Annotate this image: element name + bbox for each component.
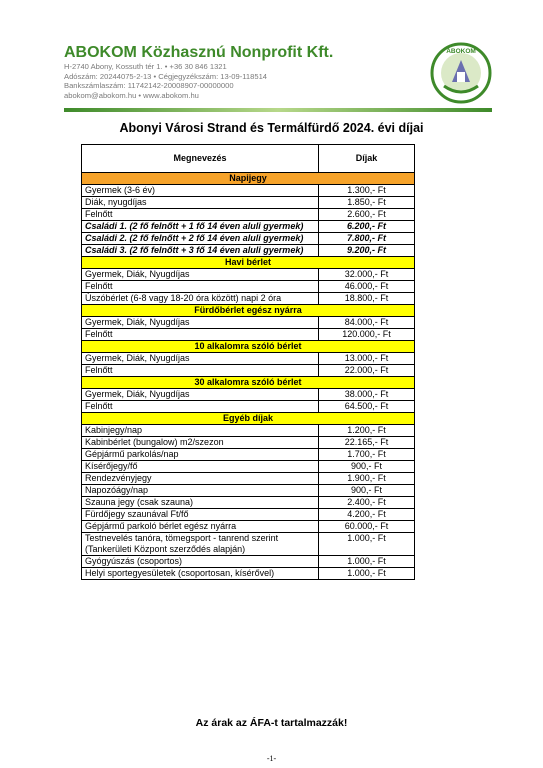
table-row bbox=[82, 497, 415, 509]
item-name: Felnőtt bbox=[82, 209, 319, 221]
item-name: Gyermek (3-6 év) bbox=[82, 185, 319, 197]
vat-note: Az árak az ÁFA-t tartalmazzák! bbox=[195, 717, 348, 729]
bank-account-line: Bankszámlaszám: 11742142-20008907-00000000 bbox=[64, 81, 234, 91]
company-name: ABOKOM Közhasznú Nonprofit Kft. bbox=[64, 44, 334, 61]
item-price: 1.000,- Ft bbox=[319, 533, 415, 556]
section-row bbox=[82, 257, 415, 269]
item-name: Gyermek, Diák, Nyugdíjas bbox=[82, 389, 319, 401]
item-price: 6.200,- Ft bbox=[319, 221, 415, 233]
contact-line: abokom@abokom.hu • www.abokom.hu bbox=[64, 90, 199, 100]
table-row bbox=[82, 556, 415, 568]
table-header-row bbox=[82, 145, 415, 173]
item-price: 46.000,- Ft bbox=[319, 281, 415, 293]
table-row bbox=[82, 197, 415, 209]
table-row bbox=[82, 521, 415, 533]
abokom-logo bbox=[430, 42, 492, 104]
section-label: Fürdőbérlet egész nyárra bbox=[82, 305, 415, 317]
section-row bbox=[82, 413, 415, 425]
item-price: 1.000,- Ft bbox=[319, 556, 415, 568]
item-name: Úszóbérlet (6-8 vagy 18-20 óra között) napi 2 óra bbox=[82, 293, 319, 305]
item-name: Gyermek, Diák, Nyugdíjas bbox=[82, 269, 319, 281]
section-label: Egyéb díjak bbox=[82, 413, 415, 425]
section-label: 10 alkalomra szóló bérlet bbox=[82, 341, 415, 353]
table-row bbox=[82, 293, 415, 305]
item-price: 1.000,- Ft bbox=[319, 568, 415, 580]
table-row bbox=[82, 245, 415, 257]
table-row bbox=[82, 485, 415, 497]
item-price: 900,- Ft bbox=[319, 485, 415, 497]
table-row bbox=[82, 425, 415, 437]
item-name: Rendezvényjegy bbox=[82, 473, 319, 485]
table-row bbox=[82, 209, 415, 221]
item-price: 1.200,- Ft bbox=[319, 425, 415, 437]
section-row bbox=[82, 341, 415, 353]
item-name: Gyermek, Diák, Nyugdíjas bbox=[82, 317, 319, 329]
table-row bbox=[82, 317, 415, 329]
item-price: 2.400,- Ft bbox=[319, 497, 415, 509]
item-price: 1.300,- Ft bbox=[319, 185, 415, 197]
item-price: 13.000,- Ft bbox=[319, 353, 415, 365]
table-row bbox=[82, 365, 415, 377]
table-row bbox=[82, 473, 415, 485]
item-price: 2.600,- Ft bbox=[319, 209, 415, 221]
item-price: 84.000,- Ft bbox=[319, 317, 415, 329]
table-row bbox=[82, 389, 415, 401]
section-row bbox=[82, 173, 415, 185]
section-row bbox=[82, 377, 415, 389]
item-price: 32.000,- Ft bbox=[319, 269, 415, 281]
page-title: Abonyi Városi Strand és Termálfürdő 2024. évi díjai bbox=[119, 121, 424, 135]
item-name: Családi 2. (2 fő felnőtt + 2 fő 14 éven aluli gyermek) bbox=[82, 233, 319, 245]
table-row bbox=[82, 568, 415, 580]
item-name: Felnőtt bbox=[82, 281, 319, 293]
item-name: Gyógyúszás (csoportos) bbox=[82, 556, 319, 568]
item-name: Kísérőjegy/fő bbox=[82, 461, 319, 473]
item-name: Napozóágy/nap bbox=[82, 485, 319, 497]
table-row bbox=[82, 509, 415, 521]
item-name: Családi 3. (2 fő felnőtt + 3 fő 14 éven aluli gyermek) bbox=[82, 245, 319, 257]
item-price: 9.200,- Ft bbox=[319, 245, 415, 257]
table-row bbox=[82, 281, 415, 293]
item-price: 22.165,- Ft bbox=[319, 437, 415, 449]
item-name: Felnőtt bbox=[82, 365, 319, 377]
item-name: Helyi sportegyesületek (csoportosan, kísérővel) bbox=[82, 568, 319, 580]
table-row bbox=[82, 353, 415, 365]
page-number: -1- bbox=[266, 754, 277, 763]
table-row bbox=[82, 233, 415, 245]
section-label: 30 alkalomra szóló bérlet bbox=[82, 377, 415, 389]
column-header-name: Megnevezés bbox=[82, 145, 319, 173]
column-header-price: Díjak bbox=[319, 145, 415, 173]
logo-text: ABOKOM bbox=[446, 48, 476, 55]
item-price: 64.500,- Ft bbox=[319, 401, 415, 413]
section-row bbox=[82, 305, 415, 317]
item-name: Gépjármű parkolás/nap bbox=[82, 449, 319, 461]
table-row bbox=[82, 329, 415, 341]
letterhead bbox=[64, 44, 424, 100]
item-price: 4.200,- Ft bbox=[319, 509, 415, 521]
section-label: Napijegy bbox=[82, 173, 415, 185]
section-label: Havi bérlet bbox=[82, 257, 415, 269]
item-price: 38.000,- Ft bbox=[319, 389, 415, 401]
table-row bbox=[82, 437, 415, 449]
address-line: H-2740 Abony, Kossuth tér 1. • +36 30 846 1321 bbox=[64, 62, 227, 71]
item-name: Felnőtt bbox=[82, 401, 319, 413]
table-row bbox=[82, 269, 415, 281]
table-row bbox=[82, 449, 415, 461]
item-price: 1.900,- Ft bbox=[319, 473, 415, 485]
table-row bbox=[82, 221, 415, 233]
item-name: Kabinbérlet (bungalow) m2/szezon bbox=[82, 437, 319, 449]
item-price: 120.000,- Ft bbox=[319, 329, 415, 341]
item-name: Fürdőjegy szaunával Ft/fő bbox=[82, 509, 319, 521]
table-row bbox=[82, 401, 415, 413]
header-divider bbox=[64, 108, 492, 112]
item-name: Gépjármű parkoló bérlet egész nyárra bbox=[82, 521, 319, 533]
item-name: Szauna jegy (csak szauna) bbox=[82, 497, 319, 509]
item-name: Kabinjegy/nap bbox=[82, 425, 319, 437]
item-price: 60.000,- Ft bbox=[319, 521, 415, 533]
table-row bbox=[82, 461, 415, 473]
item-price: 1.700,- Ft bbox=[319, 449, 415, 461]
item-price: 18.800,- Ft bbox=[319, 293, 415, 305]
item-price: 900,- Ft bbox=[319, 461, 415, 473]
price-table bbox=[81, 144, 415, 580]
item-name: Felnőtt bbox=[82, 329, 319, 341]
item-name: Gyermek, Diák, Nyugdíjas bbox=[82, 353, 319, 365]
item-price: 1.850,- Ft bbox=[319, 197, 415, 209]
table-row bbox=[82, 533, 415, 556]
item-price: 7.800,- Ft bbox=[319, 233, 415, 245]
tax-number-line: Adószám: 20244075-2-13 • Cégjegyzékszám: 13-09-118514 bbox=[64, 71, 268, 81]
table-row bbox=[82, 185, 415, 197]
item-name: Testnevelés tanóra, tömegsport - tanrend szerint (Tankerületi Központ szerződés alapján) bbox=[82, 533, 319, 556]
item-price: 22.000,- Ft bbox=[319, 365, 415, 377]
item-name: Családi 1. (2 fő felnőtt + 1 fő 14 éven aluli gyermek) bbox=[82, 221, 319, 233]
item-name: Diák, nyugdíjas bbox=[82, 197, 319, 209]
